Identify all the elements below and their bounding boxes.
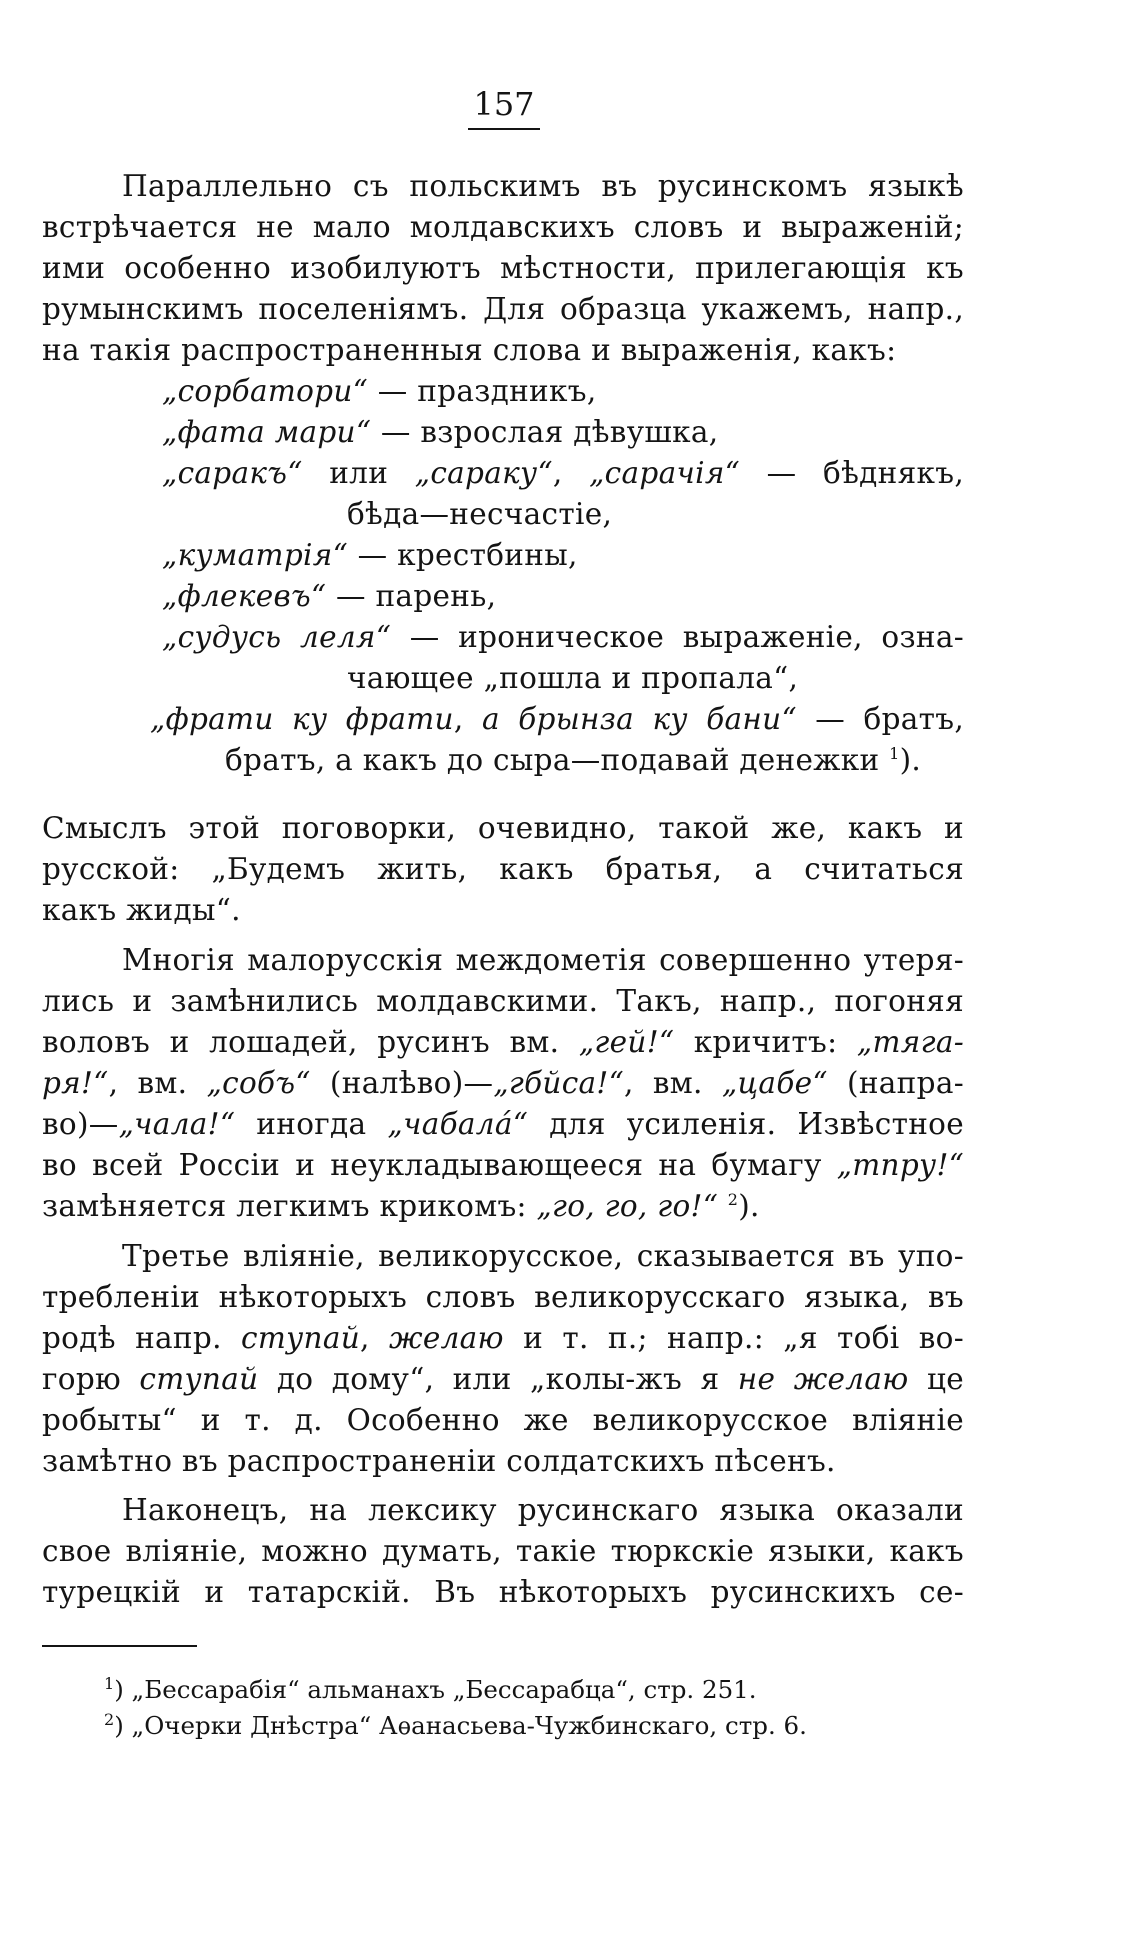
glossary-connector: , — [453, 702, 482, 736]
paragraph-4-line-5: робыты“ и т. д. Особенно же великорусское вліяніе — [42, 1403, 964, 1437]
paragraph-2-line-2: русской: „Будемъ жить, какъ братья, а считаться — [42, 852, 964, 886]
glossary-word: а брынза ку бани“ — [481, 702, 797, 736]
footnote-text: ) „Бессарабія“ альманахъ „Бессарабца“, стр. 251. — [114, 1675, 757, 1704]
footnote-ref-1: 1 — [889, 744, 900, 764]
paragraph-5-line-3: турецкій и татарскій. Въ нѣкоторыхъ русинскихъ се- — [42, 1575, 964, 1609]
text-run: во всей Россіи и неукладывающееся на бумагу — [42, 1148, 837, 1182]
text-run: для усиленія. Извѣстное — [528, 1107, 964, 1141]
interjection: „тяга- — [856, 1025, 964, 1059]
text-run: (напра- — [827, 1066, 964, 1100]
text-run: во)— — [42, 1107, 119, 1141]
text-run: , вм. — [108, 1066, 207, 1100]
example-word: желаю — [388, 1321, 504, 1355]
text-run: замѣняется легкимъ крикомъ: — [42, 1189, 537, 1223]
text-run: це — [908, 1362, 964, 1396]
paragraph-4 — [42, 1236, 964, 1482]
glossary-word: „флекевъ“ — [162, 579, 327, 613]
glossary-entry-3-continuation: бѣда—несчастіе, — [347, 497, 613, 531]
footnote-rule — [42, 1645, 197, 1647]
glossary-entry-5 — [42, 576, 964, 617]
glossary-entry-6-continuation: чающее „пошла и пропала“, — [347, 661, 799, 695]
interjection: „чала!“ — [118, 1107, 236, 1141]
footnote-marker: 2 — [104, 1709, 115, 1729]
glossary-definition: — праздникъ, — [368, 374, 597, 408]
paragraph-3-line-2: лись и замѣнились молдавскими. Такъ, напр., погоняя — [42, 984, 964, 1018]
paragraph-4-line-6: замѣтно въ распространеніи солдатскихъ пѣсенъ. — [42, 1444, 836, 1478]
paragraph-1-line-3: ими особенно изобилуютъ мѣстности, прилегающія къ — [42, 251, 964, 285]
page-number: 157 — [473, 85, 535, 123]
paragraph-5-line-1: Наконецъ, на лексику русинскаго языка оказали — [122, 1493, 964, 1527]
text-run: , вм. — [623, 1066, 722, 1100]
glossary-word: „сарачія“ — [589, 456, 741, 490]
text-run: и т. п.; напр.: „я тобі во- — [503, 1321, 965, 1355]
footnote-2 — [104, 1708, 964, 1744]
paragraph-4-line-4 — [42, 1359, 964, 1400]
paragraph-2-line-1: Смыслъ этой поговорки, очевидно, такой же, какъ и — [42, 811, 964, 845]
glossary-word: „саракъ“ — [162, 456, 303, 490]
text-run: горю — [42, 1362, 140, 1396]
paragraph-2 — [42, 808, 964, 931]
glossary-list — [42, 371, 964, 781]
glossary-connector: , — [552, 456, 590, 490]
text-run: , — [360, 1321, 389, 1355]
example-word: ступай — [139, 1362, 259, 1396]
glossary-definition: братъ, а какъ до сыра—подавай денежки — [225, 743, 890, 777]
glossary-entry-4 — [42, 535, 964, 576]
paragraph-4-line-3 — [42, 1318, 964, 1359]
glossary-definition: — бѣднякъ, — [740, 456, 964, 490]
interjection: „собъ“ — [206, 1066, 311, 1100]
text-run: (налѣво)— — [310, 1066, 494, 1100]
paragraph-3-line-4 — [42, 1063, 964, 1104]
glossary-definition: — крестбины, — [347, 538, 578, 572]
paragraph-5-line-2: свое вліяніе, можно думать, такіе тюркскіе языки, какъ — [42, 1534, 964, 1568]
glossary-definition: — взрослая дѣвушка, — [371, 415, 719, 449]
paragraph-1-line-4: румынскимъ поселеніямъ. Для образца укажемъ, напр., — [42, 292, 964, 326]
text-run — [718, 1189, 728, 1223]
interjection: „цабе“ — [721, 1066, 828, 1100]
paragraph-3-line-3 — [42, 1022, 964, 1063]
paragraph-3-line-6 — [42, 1145, 964, 1186]
text-run: иногда — [235, 1107, 388, 1141]
paragraph-4-line-1: Третье вліяніе, великорусское, сказывается въ упо- — [122, 1239, 964, 1273]
text-run: кричитъ: — [674, 1025, 857, 1059]
footnote-ref-2: 2 — [727, 1190, 739, 1210]
paragraph-1-line-5: на такія распространенныя слова и выраженія, какъ: — [42, 333, 897, 367]
interjection: „гбйса!“ — [493, 1066, 624, 1100]
glossary-word: „фата мари“ — [162, 415, 372, 449]
paragraph-2-line-3: какъ жиды“. — [42, 893, 241, 927]
interjection: ря!“ — [42, 1066, 109, 1100]
paragraph-3 — [42, 940, 964, 1227]
text-run: родѣ напр. — [42, 1321, 242, 1355]
glossary-word: „судусь леля“ — [162, 620, 392, 654]
paragraph-1 — [42, 166, 964, 371]
text-run: ). — [738, 1189, 760, 1223]
interjection: „тпру!“ — [836, 1148, 964, 1182]
glossary-entry-7 — [42, 699, 964, 740]
interjection: „чабалá“ — [387, 1107, 529, 1141]
paragraph-5 — [42, 1490, 964, 1613]
paragraph-3-line-7 — [42, 1186, 964, 1227]
glossary-entry-3 — [42, 453, 964, 494]
text-run: до дому“, или „колы-жъ я — [258, 1362, 738, 1396]
paragraph-3-line-5 — [42, 1104, 964, 1145]
footnote-1 — [104, 1672, 964, 1708]
glossary-entry-2 — [42, 412, 964, 453]
interjection: „гей!“ — [578, 1025, 675, 1059]
paragraph-1-line-2: встрѣчается не мало молдавскихъ словъ и выраженій; — [42, 210, 964, 244]
paragraph-1-line-1: Параллельно съ польскимъ въ русинскомъ языкѣ — [122, 169, 964, 203]
glossary-entry-1 — [42, 371, 964, 412]
glossary-definition: — ироническое выраженіе, озна- — [391, 620, 964, 654]
glossary-definition: — парень, — [326, 579, 497, 613]
glossary-word: „куматрія“ — [162, 538, 348, 572]
interjection: „го, го, го!“ — [536, 1189, 719, 1223]
glossary-word: „фрати ку фрати — [150, 702, 454, 736]
glossary-word: „сараку“ — [414, 456, 553, 490]
paragraph-3-line-1: Многія малорусскія междометія совершенно утеря- — [122, 943, 964, 977]
glossary-definition: — братъ, — [796, 702, 965, 736]
text-run: воловъ и лошадей, русинъ вм. — [42, 1025, 579, 1059]
glossary-entry-6 — [42, 617, 964, 658]
footnotes — [104, 1672, 964, 1744]
footnote-marker: 1 — [104, 1673, 115, 1693]
page-number-rule — [468, 128, 540, 130]
glossary-punctuation: ). — [899, 743, 922, 777]
glossary-word: „сорбатори“ — [162, 374, 369, 408]
footnote-text: ) „Очерки Днѣстра“ Аѳанасьева-Чужбинскаго, стр. 6. — [114, 1711, 807, 1740]
example-word: не желаю — [737, 1362, 909, 1396]
example-word: ступай — [241, 1321, 361, 1355]
paragraph-4-line-2: требленіи нѣкоторыхъ словъ великорусскаго языка, въ — [42, 1280, 964, 1314]
glossary-entry-7-continuation — [42, 740, 964, 781]
glossary-connector: или — [302, 456, 415, 490]
